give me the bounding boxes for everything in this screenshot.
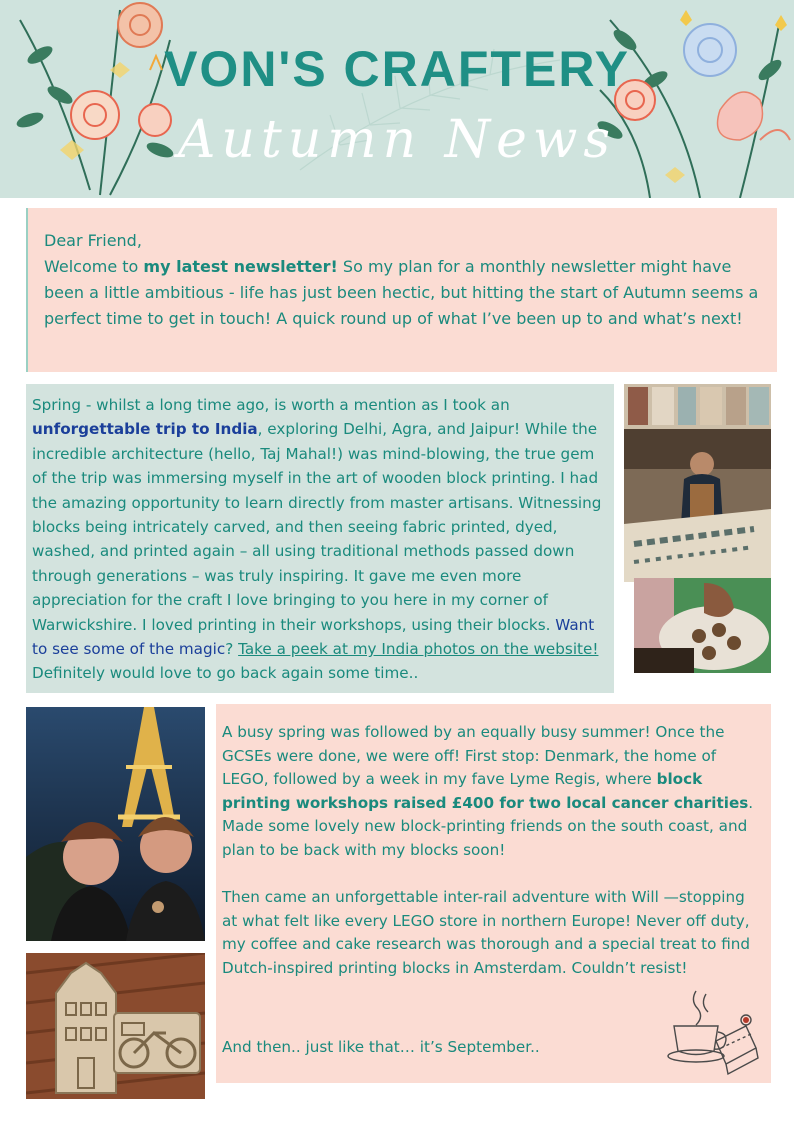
paris-selfie-image	[26, 707, 205, 941]
india-highlight: unforgettable trip to India	[32, 420, 258, 439]
india-trip-box	[26, 384, 614, 693]
intro-highlight: my latest newsletter!	[143, 257, 338, 276]
workshop-photo-image	[624, 384, 771, 582]
intro-paragraph	[44, 254, 759, 332]
india-text-4: Definitely would love to go back again some time..	[32, 664, 419, 683]
summer-paragraph-1	[222, 721, 761, 863]
india-question-mark: ?	[225, 640, 239, 659]
block-hand-image	[634, 578, 771, 673]
india-text-1: Spring - whilst a long time ago, is worth a mention as I took an	[32, 396, 510, 414]
india-paragraph	[32, 393, 602, 686]
brand-title: VON'S CRAFTERY	[164, 41, 630, 97]
india-photos-link[interactable]: Take a peek at my India photos on the website!	[238, 640, 599, 659]
india-workshop-photo	[624, 384, 771, 582]
summer-text-1b: . Made some lovely new block-printing friends on the south coast, and plan to be back with my blocks soon!	[222, 793, 754, 859]
coffee-cake-doodle-icon	[666, 986, 761, 1076]
dutch-blocks-photo	[26, 953, 205, 1099]
india-text-2: , exploring Delhi, Agra, and Jaipur! While the incredible architecture (hello, Taj Mahal!) was mind-blowing, the true gem of the trip was immersing myself in the art of wooden block printing. I had the amazing opportunity to learn directly from master artisans. Witnessing blocks being intricately carved, and then seeing fabric printed, dyed, washed, and printed again – all using traditional methods passed down through generations – was truly inspiring. It gave me even more appreciation for the craft I love bringing to you here in my corner of Warwickshire. I loved printing in their workshops, using their blocks.	[32, 420, 602, 634]
intro-box	[26, 208, 777, 372]
intro-text: Welcome to	[44, 257, 144, 276]
paris-selfie-photo	[26, 707, 205, 941]
summer-paragraph-3: And then.. just like that… it’s September..	[222, 1038, 540, 1056]
summer-text-1: A busy spring was followed by an equally busy summer! Once the GCSEs were done, we were off! First stop: Denmark, the home of LEGO, followed by a week in my fave Lyme Regis, where	[222, 723, 725, 789]
summer-highlight: block printing workshops raised £400 for two local cancer charities	[222, 770, 749, 812]
india-question: Want to see some of the magic	[32, 615, 595, 659]
intro-greeting: Dear Friend,	[44, 231, 142, 250]
dutch-blocks-image	[26, 953, 205, 1099]
newsletter-header	[0, 0, 794, 198]
summer-paragraph-2: Then came an unforgettable inter-rail adventure with Will —stopping at what felt like every LEGO store in northern Europe! Never off duty, my coffee and cake research was thorough and a special treat to find Dutch-inspired printing blocks in Amsterdam. Couldn’t resist!	[222, 888, 751, 977]
intro-text-rest: So my plan for a monthly newsletter might have been a little ambitious - life has just been hectic, but hitting the start of Autumn seems a perfect time to get in touch! A quick round up of what I’ve been up to and what’s next!	[44, 257, 759, 328]
india-block-hand-photo	[634, 578, 771, 673]
summer-box	[216, 704, 771, 1083]
issue-subtitle: Autumn News	[177, 110, 617, 170]
